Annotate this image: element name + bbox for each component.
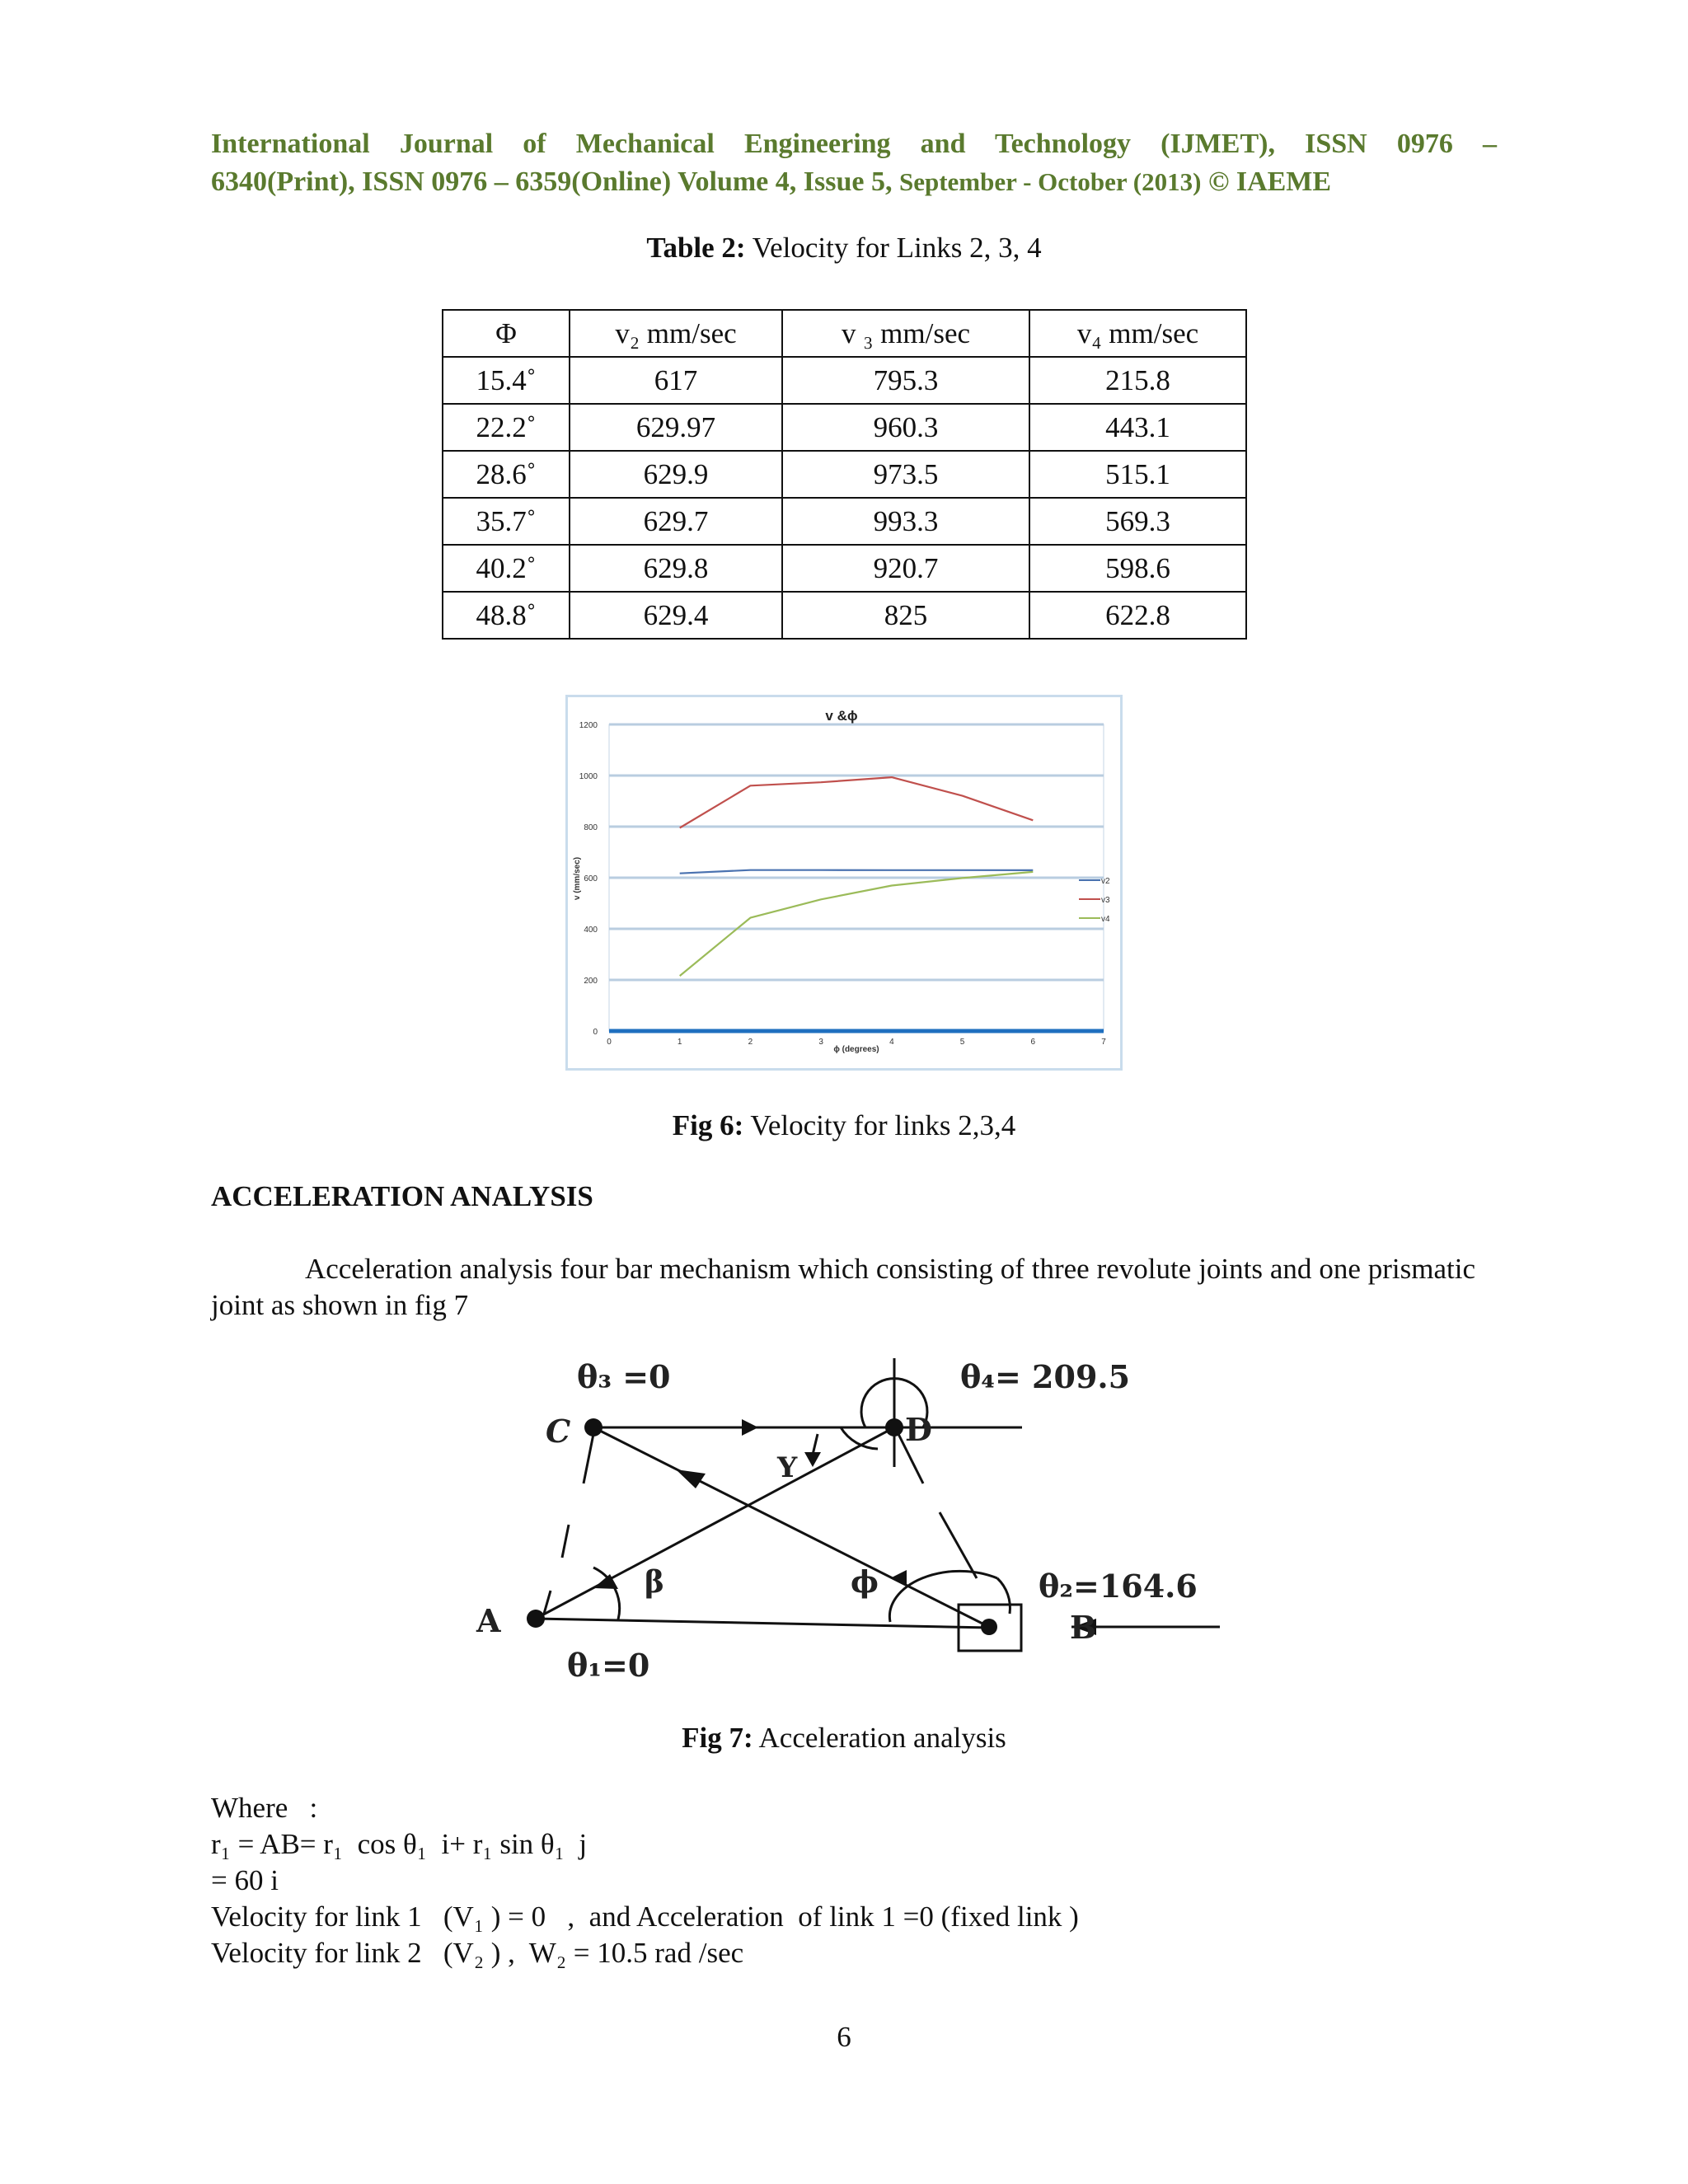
table-title: Velocity for Links 2, 3, 4	[752, 232, 1042, 264]
table-cell: 515.1	[1029, 451, 1246, 498]
y-tick-label: 1200	[579, 721, 598, 730]
y-tick-label: 400	[584, 926, 598, 935]
table-row	[443, 545, 1246, 592]
link-ac-dash	[562, 1525, 569, 1558]
link-ac-dash	[584, 1434, 593, 1483]
point-d-label: D	[905, 1411, 932, 1448]
where-line: Velocity for link 1 (V₁ ) = 0 , and Acceleration of link 1 =0 (fixed link )	[211, 1900, 1079, 1933]
gamma-label: Y	[777, 1451, 798, 1484]
table-cell: 960.3	[782, 404, 1029, 451]
table-cell: 795.3	[782, 357, 1029, 404]
x-axis-title: ϕ (degrees)	[833, 1045, 879, 1054]
fig6-label: Fig 6:	[672, 1109, 744, 1141]
gamma-arrow-head	[804, 1452, 821, 1467]
table-row	[443, 357, 1246, 404]
header-line-2: 6340(Print), ISSN 0976 – 6359(Online) Volume 4, Issue 5, September - October (2013) © IAEME	[211, 166, 1332, 197]
legend-label-v2: v2	[1101, 877, 1110, 886]
table-cell: 629.97	[570, 404, 782, 451]
y-tick-label: 1000	[579, 772, 598, 781]
velocity-table	[442, 309, 1247, 640]
point-a-label: A	[476, 1602, 501, 1639]
x-tick-label: 4	[889, 1038, 894, 1047]
velocity-chart	[568, 697, 1120, 1068]
table-header-phi: Φ	[443, 310, 570, 357]
header-issue-period: September - October (2013)	[898, 167, 1202, 196]
table-cell: 22.2˚	[443, 404, 570, 451]
joint-d	[885, 1418, 903, 1436]
table-cell: 629.4	[570, 592, 782, 639]
table-row	[443, 404, 1246, 451]
table-row	[443, 451, 1246, 498]
body-paragraph: Acceleration analysis four bar mechanism which consisting of three revolute joints and one prismatic joint as shown in fig 7	[211, 1253, 1475, 1321]
table-cell: 993.3	[782, 498, 1029, 545]
table-cell: 598.6	[1029, 545, 1246, 592]
table-cell: 569.3	[1029, 498, 1246, 545]
table-row	[443, 498, 1246, 545]
fig7-label: Fig 7:	[682, 1722, 753, 1754]
x-tick-label: 0	[607, 1038, 612, 1047]
table-label: Table 2:	[646, 232, 746, 264]
fig6-caption-text: Velocity for links 2,3,4	[750, 1109, 1016, 1141]
table-cell: 35.7˚	[443, 498, 570, 545]
table-cell: 48.8˚	[443, 592, 570, 639]
point-c-label: C	[546, 1413, 571, 1450]
section-title: ACCELERATION ANALYSIS	[211, 1180, 593, 1212]
table-row	[443, 592, 1246, 639]
x-tick-label: 7	[1101, 1038, 1106, 1047]
table-cell: 28.6˚	[443, 451, 570, 498]
y-tick-label: 200	[584, 977, 598, 986]
y-tick-label: 600	[584, 874, 598, 883]
theta4-label: θ₄= 209.5	[960, 1358, 1131, 1395]
header-line-1: International Journal of Mechanical Engineering and Technology (IJMET), ISSN 0976 –	[211, 129, 1497, 159]
header-copyright: © IAEME	[1207, 166, 1332, 197]
legend-label-v4: v4	[1101, 915, 1110, 924]
page-number: 6	[837, 2021, 851, 2053]
theta3-label: θ₃ =0	[577, 1358, 671, 1395]
theta2-label: θ₂=164.6	[1039, 1568, 1198, 1605]
point-b-label: B	[1070, 1609, 1097, 1646]
table-cell: 215.8	[1029, 357, 1246, 404]
gamma-arrow	[813, 1434, 818, 1455]
y-axis-title: v (mm/sec)	[573, 856, 582, 901]
table-cell: 40.2˚	[443, 545, 570, 592]
where-line: Velocity for link 2 (V₂ ) , W₂ = 10.5 rad /sec	[211, 1937, 744, 1969]
chart-title: v &ϕ	[825, 708, 858, 724]
table-cell: 629.7	[570, 498, 782, 545]
mechanism-diagram	[462, 1352, 1236, 1706]
joint-a	[527, 1610, 545, 1628]
theta1-label: θ₁=0	[567, 1647, 650, 1684]
table-cell: 443.1	[1029, 404, 1246, 451]
cd-arrow-head	[742, 1419, 758, 1436]
table-cell: 622.8	[1029, 592, 1246, 639]
link-ab	[536, 1619, 989, 1628]
fig6-caption	[0, 1108, 1688, 1143]
phi-label: ϕ	[851, 1565, 879, 1600]
table-cell: 629.8	[570, 545, 782, 592]
table-header-v3: v ₃ mm/sec	[782, 310, 1029, 357]
table-header-row	[443, 310, 1246, 357]
joint-c	[584, 1418, 603, 1436]
beta-label: β	[645, 1565, 664, 1600]
x-tick-label: 3	[818, 1038, 823, 1047]
x-tick-label: 5	[959, 1038, 965, 1047]
x-tick-label: 2	[748, 1038, 753, 1047]
x-tick-label: 1	[677, 1038, 682, 1047]
phi-arrow-head	[890, 1570, 907, 1586]
legend-label-v3: v3	[1101, 896, 1110, 905]
cb-arrow-head	[676, 1469, 706, 1488]
y-tick-label: 800	[584, 823, 598, 832]
table-cell: 629.9	[570, 451, 782, 498]
table-cell: 920.7	[782, 545, 1029, 592]
theta2-arc	[997, 1578, 1010, 1614]
where-line: r₁ = AB= r₁ cos θ₁ i+ r₁ sin θ₁ j	[211, 1828, 588, 1860]
where-line: Where :	[211, 1792, 318, 1824]
fig7-caption-text: Acceleration analysis	[758, 1722, 1006, 1754]
table-cell: 617	[570, 357, 782, 404]
table-cell: 973.5	[782, 451, 1029, 498]
table-caption	[0, 231, 1688, 265]
link-db-dash	[940, 1512, 977, 1578]
x-tick-label: 6	[1030, 1038, 1036, 1047]
table-cell: 825	[782, 592, 1029, 639]
table-header-v2: v₂ mm/sec	[570, 310, 782, 357]
joint-b	[981, 1619, 997, 1635]
velocity-chart-frame	[565, 695, 1123, 1071]
where-line: = 60 i	[211, 1864, 279, 1896]
y-tick-label: 0	[593, 1028, 598, 1037]
journal-header	[211, 125, 1497, 201]
fig7-caption	[0, 1721, 1688, 1755]
table-header-v4: v₄ mm/sec	[1029, 310, 1246, 357]
table-cell: 15.4˚	[443, 357, 570, 404]
